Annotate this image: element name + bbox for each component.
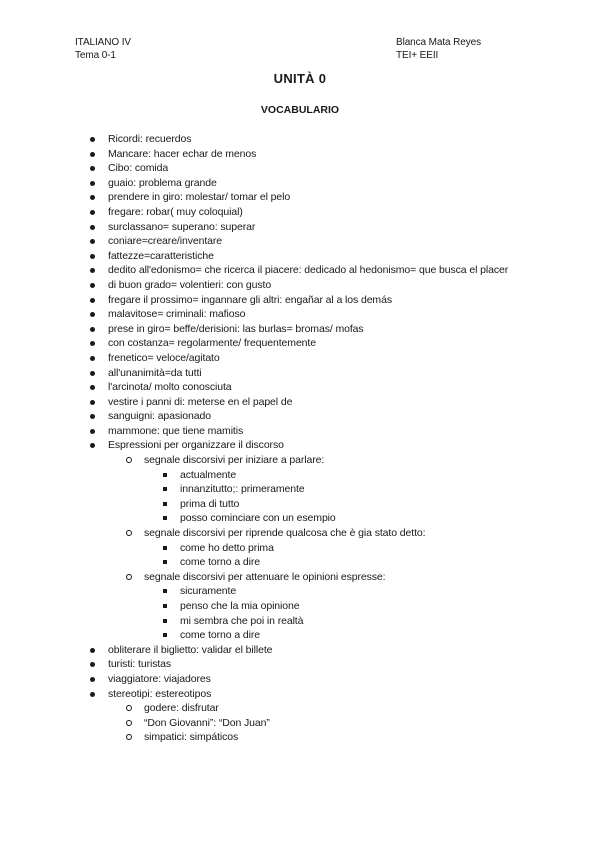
list-item: l'arcinota/ molto conosciuta — [0, 380, 600, 395]
list-item: obliterare il biglietto: validar el billete — [0, 643, 600, 658]
subsublist-item: prima di tutto — [0, 497, 600, 512]
topic-label: Tema 0-1 — [75, 50, 116, 61]
list-item: guaio: problema grande — [0, 176, 600, 191]
sublist-item: segnale discorsivi per attenuare le opinioni espresse: — [0, 570, 600, 585]
sublist-group — [0, 584, 600, 642]
sublist-item: simpatici: simpáticos — [0, 730, 600, 745]
list-item: fregare: robar( muy coloquial) — [0, 205, 600, 220]
list-item: turisti: turistas — [0, 657, 600, 672]
list-item: dedito all'edonismo= che ricerca il piacere: dedicado al hedonismo= que busca el placer — [0, 263, 600, 278]
subsublist-item: posso cominciare con un esempio — [0, 511, 600, 526]
list-item: stereotipi: estereotipos — [0, 687, 600, 702]
list-item: frenetico= veloce/agitato — [0, 351, 600, 366]
list-item: Mancare: hacer echar de menos — [0, 147, 600, 162]
header-right — [396, 36, 481, 62]
list-item: coniare=creare/inventare — [0, 234, 600, 249]
list-item: viaggiatore: viajadores — [0, 672, 600, 687]
subsublist-item: actualmente — [0, 468, 600, 483]
sublist-group — [0, 541, 600, 570]
list-item: con costanza= regolarmente/ frequentemente — [0, 336, 600, 351]
sublist-item: godere: disfrutar — [0, 701, 600, 716]
list-item-discourse: Espressioni per organizzare il discorso — [0, 438, 600, 453]
list-item: vestire i panni di: meterse en el papel de — [0, 395, 600, 410]
header-left — [75, 36, 131, 62]
subsublist-item: come torno a dire — [0, 628, 600, 643]
list-item: malavitose= criminali: mafioso — [0, 307, 600, 322]
list-item: all'unanimità=da tutti — [0, 366, 600, 381]
subsublist-item: come torno a dire — [0, 555, 600, 570]
author-name: Blanca Mata Reyes — [396, 37, 482, 48]
list-item: Ricordi: recuerdos — [0, 132, 600, 147]
subsublist-item: penso che la mia opinione — [0, 599, 600, 614]
course-name: ITALIANO IV — [75, 37, 131, 48]
subsublist-item: come ho detto prima — [0, 541, 600, 556]
list-item: surclassano= superano: superar — [0, 220, 600, 235]
stereotypes-sublist — [0, 701, 600, 745]
section-heading: VOCABULARIO — [260, 104, 340, 116]
list-item: prese in giro= beffe/derisioni: las burlas= bromas/ mofas — [0, 322, 600, 337]
sublist-group — [0, 468, 600, 526]
list-item: di buon grado= volentieri: con gusto — [0, 278, 600, 293]
list-item: Cibo: comida — [0, 161, 600, 176]
subsublist-item: mi sembra che poi in realtà — [0, 614, 600, 629]
subsublist-item: innanzitutto;: primeramente — [0, 482, 600, 497]
list-item: fregare il prossimo= ingannare gli altri: engañar al a los demás — [0, 293, 600, 308]
list-item: sanguigni: apasionado — [0, 409, 600, 424]
vocabulary-list — [0, 132, 600, 745]
list-item: fattezze=caratteristiche — [0, 249, 600, 264]
program-label: TEI+ EEII — [396, 50, 439, 61]
sublist-item: segnale discorsivi per iniziare a parlare: — [0, 453, 600, 468]
list-item: prendere in giro: molestar/ tomar el pelo — [0, 190, 600, 205]
sublist-item: “Don Giovanni”: “Don Juan” — [0, 716, 600, 731]
discourse-sublist — [0, 453, 600, 643]
list-item: mammone: que tiene mamitis — [0, 424, 600, 439]
page-title: UNITÀ 0 — [273, 71, 327, 86]
subsublist-item: sicuramente — [0, 584, 600, 599]
sublist-item: segnale discorsivi per riprende qualcosa che è gia stato detto: — [0, 526, 600, 541]
